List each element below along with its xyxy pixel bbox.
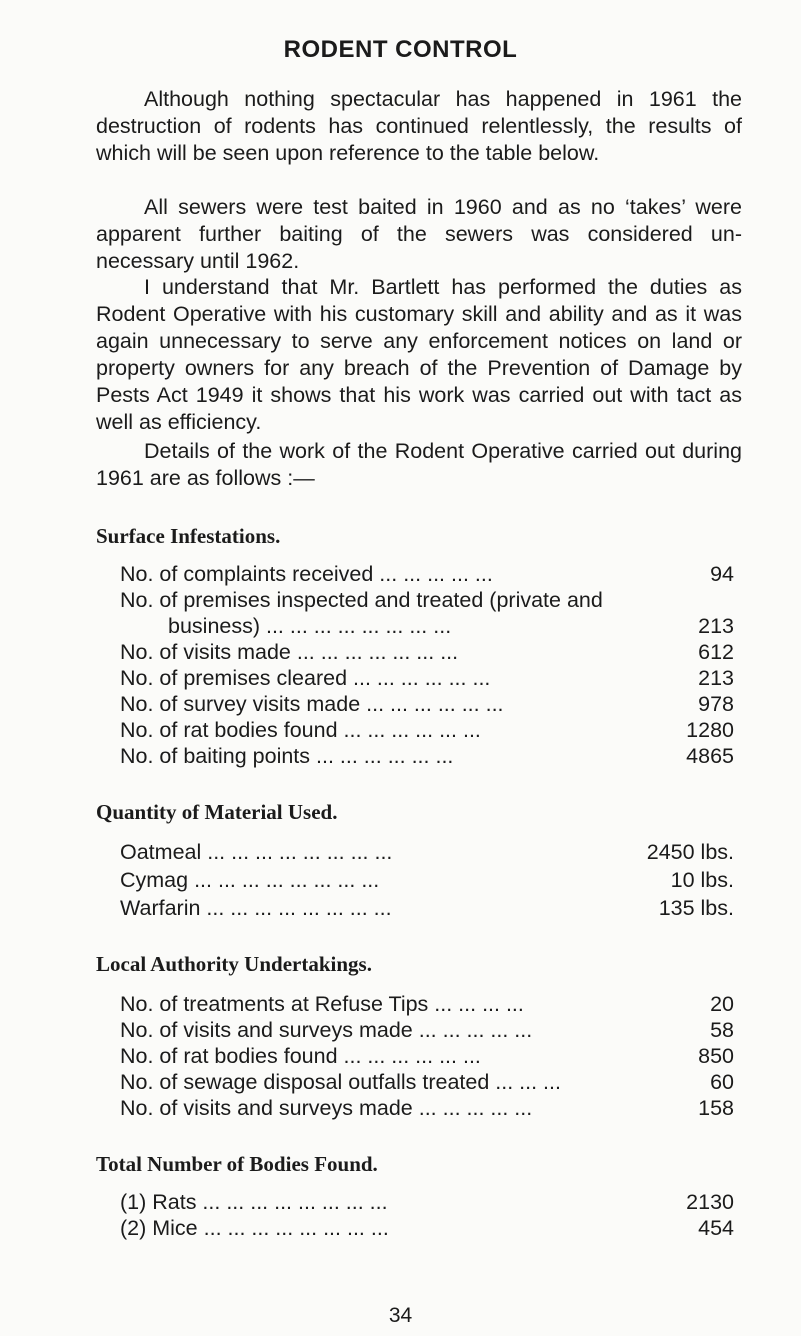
list-item <box>120 612 734 640</box>
row-label: No. of baiting points ... ... ... ... ... ... <box>120 744 454 768</box>
row-value: 60 <box>710 1070 734 1094</box>
row-value: 20 <box>710 992 734 1016</box>
list-item <box>120 638 734 666</box>
list-item <box>120 1094 734 1122</box>
row-label: No. of complaints received ... ... ... ... ... <box>120 562 493 586</box>
section-heading-total-bodies: Total Number of Bodies Found. <box>96 1152 378 1176</box>
row-label: (1) Rats ... ... ... ... ... ... ... ... <box>120 1190 388 1214</box>
list-item <box>120 866 734 894</box>
row-value: 1280 <box>686 718 734 742</box>
row-label: No. of sewage disposal outfalls treated ... ... ... <box>120 1070 561 1094</box>
row-label: No. of survey visits made ... ... ... ... ... ... <box>120 692 504 716</box>
section-heading-surface: Surface Infestations. <box>96 524 281 548</box>
paragraph-intro: Although nothing spectacular has happened in 1961 the destruction of rodents has continued relentlessly, the results of which will be seen upon reference to the table below. <box>96 87 742 165</box>
section-heading-material: Quantity of Material Used. <box>96 800 338 824</box>
row-label: No. of premises inspected and treated (private and <box>120 588 603 612</box>
row-value: 213 <box>698 666 734 690</box>
row-label: No. of treatments at Refuse Tips ... ... ... ... <box>120 992 524 1016</box>
list-item <box>120 586 734 614</box>
row-value: 2450 lbs. <box>646 840 734 864</box>
paragraph-operative: I understand that Mr. Bartlett has performed the duties as Rodent Operative with his customary skill and ability and as it was again unnecessary to serve any enforcement notices on land or property owners for any breach of the Prevention of Damage by Pests Act 1949 it shows that his work was carried out with tact as well as efficiency. <box>96 275 742 434</box>
row-value: 612 <box>698 640 734 664</box>
row-value: 135 lbs. <box>658 896 734 920</box>
row-label: Cymag ... ... ... ... ... ... ... ... <box>120 868 380 892</box>
row-label: (2) Mice ... ... ... ... ... ... ... ... <box>120 1216 389 1240</box>
list-item <box>120 1042 734 1070</box>
list-item <box>120 1068 734 1096</box>
list-item <box>120 690 734 718</box>
list-item <box>120 716 734 744</box>
list-item <box>120 1188 734 1216</box>
page-number: 34 <box>388 1304 413 1327</box>
row-label: No. of rat bodies found ... ... ... ... ... ... <box>120 718 481 742</box>
row-value: 4865 <box>686 744 734 768</box>
list-item <box>120 838 734 866</box>
row-label: No. of visits and surveys made ... ... ... ... ... <box>120 1096 533 1120</box>
row-value: 2130 <box>686 1190 734 1214</box>
list-item <box>120 990 734 1018</box>
page-title: RODENT CONTROL <box>283 36 518 63</box>
row-value: 213 <box>698 614 734 638</box>
list-item <box>120 664 734 692</box>
row-value: 94 <box>710 562 734 586</box>
row-label: No. of rat bodies found ... ... ... ... ... ... <box>120 1044 481 1068</box>
paragraph-sewers: All sewers were test baited in 1960 and as no ‘takes’ were apparent further baiting of the sewers was considered un-necessary until 1962. <box>96 195 742 273</box>
row-label: No. of visits made ... ... ... ... ... ... ... <box>120 640 459 664</box>
row-value: 454 <box>698 1216 734 1240</box>
list-item <box>120 1214 734 1242</box>
paragraph-details: Details of the work of the Rodent Operative carried out during 1961 are as follows :— <box>96 439 742 490</box>
row-label: Warfarin ... ... ... ... ... ... ... ... <box>120 896 392 920</box>
row-value: 158 <box>698 1096 734 1120</box>
row-value: 58 <box>710 1018 734 1042</box>
row-label: business) ... ... ... ... ... ... ... ... <box>168 614 452 638</box>
row-value: 850 <box>698 1044 734 1068</box>
list-item <box>120 560 734 588</box>
row-value: 978 <box>698 692 734 716</box>
list-item <box>120 742 734 770</box>
row-label: No. of premises cleared ... ... ... ... ... ... <box>120 666 491 690</box>
row-label: Oatmeal ... ... ... ... ... ... ... ... <box>120 840 393 864</box>
section-heading-local-authority: Local Authority Undertakings. <box>96 952 372 976</box>
row-value: 10 lbs. <box>670 868 734 892</box>
row-label: No. of visits and surveys made ... ... ... ... ... <box>120 1018 533 1042</box>
list-item <box>120 894 734 922</box>
list-item <box>120 1016 734 1044</box>
